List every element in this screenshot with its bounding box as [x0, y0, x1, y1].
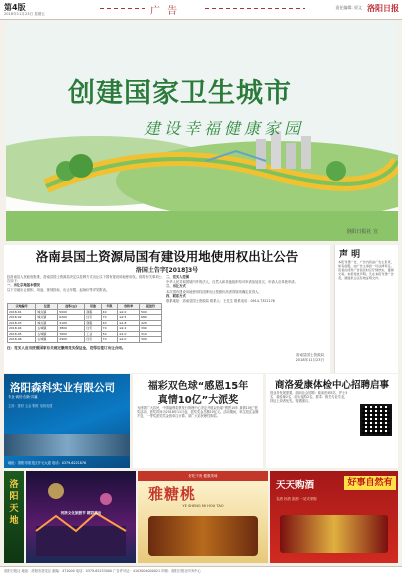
- issue-date: 2018年11月23日 星期五: [4, 12, 45, 16]
- table-cell: 3800: [58, 326, 85, 332]
- banner-subtitle: 建设幸福健康家园: [144, 119, 305, 138]
- table-cell: ≤1.8: [118, 320, 140, 326]
- header-divider-left: [100, 8, 145, 9]
- notice-doc-number: 洛国土告字[2018]3号: [135, 267, 199, 274]
- section-label: 广 告: [150, 6, 180, 17]
- table-cell: 6200: [58, 315, 85, 321]
- table-cell: 2018-02: [8, 315, 36, 321]
- company-ad-name: 洛阳森科实业有限公司: [10, 382, 115, 394]
- table-cell: 工业: [85, 331, 101, 337]
- notice-section-4-text: 联系地址：洛南县国土资源局 联系人：王先生 联系电话：0914-7322176: [166, 299, 275, 304]
- notice-section-2-text: 中华人民共和国境内外的法人、自然人和其他组织均可申请参加竞买，申请人应单独申请。: [166, 280, 298, 285]
- table-cell: 420: [140, 320, 162, 326]
- table-cell: 390: [140, 326, 162, 332]
- table-cell: 商服: [85, 309, 101, 315]
- notice-section-3-heading: 三、出让方式: [166, 284, 186, 289]
- table-cell: 40: [101, 320, 117, 326]
- land-transfer-notice: [4, 245, 330, 373]
- liquor-ad-slogan: 好事自然有: [344, 476, 396, 490]
- vertical-ad: [4, 471, 24, 563]
- table-cell: 5000: [58, 309, 85, 315]
- signature-date: 2018年11月23日: [295, 358, 324, 362]
- kiwi-ad-product-image: [148, 516, 258, 556]
- table-cell: 70: [101, 337, 117, 343]
- column-header: 宗地编号: [8, 304, 36, 310]
- notice-bold-note: 注：竞买人应当按照国家有关规定缴纳竞买保证金，竞得后签订出让合同。: [7, 346, 126, 350]
- column-header: 起始价: [140, 304, 162, 310]
- column-header: 面积(㎡): [58, 304, 85, 310]
- notice-intro-text: 经洛南县人民政府批准，洛南县国土资源局决定以挂牌方式出让以下国有建设用地使用权。现将有关事项公告如下：: [7, 275, 162, 284]
- festival-ad-caption: 河洛文化旅游节 精彩演出: [60, 511, 102, 515]
- table-cell: 住宅: [85, 326, 101, 332]
- notice-title: 洛南县国土资源局国有建设用地使用权出让公告: [35, 249, 299, 264]
- table-row: [8, 337, 162, 343]
- table-cell: 4100: [58, 320, 85, 326]
- column-header: 位置: [36, 304, 58, 310]
- notice-section-1-text: 以下宗地出让面积、用途、规划指标、出让年限、起始价等详见附表。: [7, 287, 110, 292]
- table-cell: 70: [101, 326, 117, 332]
- table-cell: ≤2.5: [118, 315, 140, 321]
- column-header: 用途: [85, 304, 101, 310]
- notice-section-1-heading: 一、出让宗地基本情况: [7, 283, 40, 288]
- table-cell: 商服: [85, 320, 101, 326]
- health-city-banner: [6, 21, 398, 241]
- table-cell: 50: [101, 331, 117, 337]
- page-footer: 洛阳日报社 地址：洛阳市洛龙区 邮编：471000 电话：0379-65233000 广告许可证：4103004000021 印刷：洛阳日报社印务中心: [0, 566, 402, 575]
- liquor-ad-product-image: [280, 515, 388, 553]
- table-cell: 2018-06: [8, 337, 36, 343]
- company-ad: [4, 374, 130, 468]
- table-cell: 70: [101, 315, 117, 321]
- page-number: 第4版: [4, 3, 26, 12]
- table-cell: 城关镇: [36, 320, 58, 326]
- declaration-box: [334, 245, 398, 373]
- table-cell: 2018-05: [8, 331, 36, 337]
- table-cell: ≤2.0: [118, 337, 140, 343]
- table-cell: 古城镇: [36, 331, 58, 337]
- kiwi-ad-brand-english: YE SHENG MI HOU TAO: [182, 504, 224, 508]
- table-cell: 310: [140, 331, 162, 337]
- recruitment-ad: [266, 374, 398, 468]
- lottery-ad-title-line-2: 真情10亿”大派奖: [157, 395, 239, 406]
- table-cell: 古城镇: [36, 326, 58, 332]
- liquor-ad-brand: 天天购酒: [276, 480, 315, 491]
- table-cell: 2900: [58, 337, 85, 343]
- company-ad-photo: [4, 434, 130, 456]
- recruitment-ad-title: 商洛爱康体检中心招聘启事: [274, 380, 389, 391]
- table-cell: 300: [140, 337, 162, 343]
- notice-signature: [254, 353, 324, 363]
- table-cell: 2018-04: [8, 326, 36, 332]
- table-cell: ≥1.0: [118, 331, 140, 337]
- kiwi-ad-tagline: 好吃不贵 健康美味: [138, 471, 268, 481]
- notice-section-2-heading: 二、竞买人范围: [166, 275, 190, 279]
- banner-sponsor: 洛阳日报社 宣: [346, 229, 378, 235]
- banner-title: 创建国家卫生城市: [68, 78, 292, 109]
- qr-code-icon: [360, 404, 392, 436]
- festival-ad-image: [26, 471, 136, 563]
- liquor-ad-text: 名酒 好酒 喜酒 一站式采购: [276, 497, 317, 501]
- header-divider-right: [205, 8, 305, 9]
- notice-intro: [7, 275, 162, 292]
- lottery-ad-title-line-1: 福彩双色球“感恩15年: [147, 381, 249, 392]
- notice-section-4-heading: 四、联系方式: [166, 293, 186, 298]
- company-ad-slogan: 专业·诚信·创新·共赢: [8, 395, 38, 399]
- kiwi-fruit-ad: [138, 471, 268, 563]
- table-cell: 城关镇: [36, 309, 58, 315]
- notice-section-3-text: 本次国有建设用地使用权挂牌出让按照价高者得原则确定竞得人。: [166, 289, 262, 294]
- table-cell: 住宅: [85, 315, 101, 321]
- recruitment-ad-body: 因业务发展需要，面向社会招聘：临床医师3名、护士5名、检验师2名、前台接待2名。要求：相关专业毕业，持证上岗者优先。待遇面议。: [270, 391, 348, 403]
- table-cell: 住宅: [85, 337, 101, 343]
- festival-ad: [26, 471, 136, 563]
- table-cell: 680: [140, 315, 162, 321]
- table-cell: ≤2.0: [118, 309, 140, 315]
- column-header: 容积率: [118, 304, 140, 310]
- table-cell: 城关镇: [36, 315, 58, 321]
- notice-right-column: [166, 275, 326, 303]
- lottery-ad: [133, 374, 263, 468]
- declaration-title: 声 明: [339, 250, 361, 260]
- table-cell: 古城镇: [36, 337, 58, 343]
- table-cell: 2018-03: [8, 320, 36, 326]
- parcel-table: [7, 303, 162, 343]
- kiwi-ad-brand: 雅糖桃: [148, 485, 197, 503]
- table-cell: 2018-01: [8, 309, 36, 315]
- company-ad-services: 主营：建材 五金 钢材 电线电缆: [8, 404, 53, 408]
- company-ad-contact: 地址：洛阳市洛龙区开元大道 电话：0379-6221876: [8, 461, 87, 465]
- table-cell: 500: [140, 309, 162, 315]
- column-header: 年限: [101, 304, 117, 310]
- table-cell: 7600: [58, 331, 85, 337]
- table-cell: ≤2.2: [118, 326, 140, 332]
- vertical-ad-text: 洛阳天地: [9, 480, 19, 526]
- liquor-ad: [270, 471, 398, 563]
- declaration-body: 本报刊登广告，广告内容由广告主负责，如有虚假，由广告主承担一切法律责任。读者在使用广告信息时应仔细核实，谨慎交易。本报特此声明。凡在本报刊登广告者，须提供合法有效证明文件。: [338, 260, 394, 280]
- page-header: [0, 0, 402, 20]
- editor-credit: 责任编辑: 原文: [335, 5, 362, 10]
- table-cell: 40: [101, 309, 117, 315]
- signature-org: 洛南县国土资源局: [296, 353, 324, 357]
- newspaper-logo: 洛阳日报: [367, 4, 399, 13]
- lottery-ad-body: 为回馈广大彩民，中国福利彩票发行管理中心决定开展双色球“感恩15年 真情10亿”派奖活动，派奖时间为2018年11月起，派奖奖金总额10亿元。活动期间，单注投注金额不变，一等奖派奖奖金按单注计算。请广大彩民理性购彩。: [137, 406, 259, 419]
